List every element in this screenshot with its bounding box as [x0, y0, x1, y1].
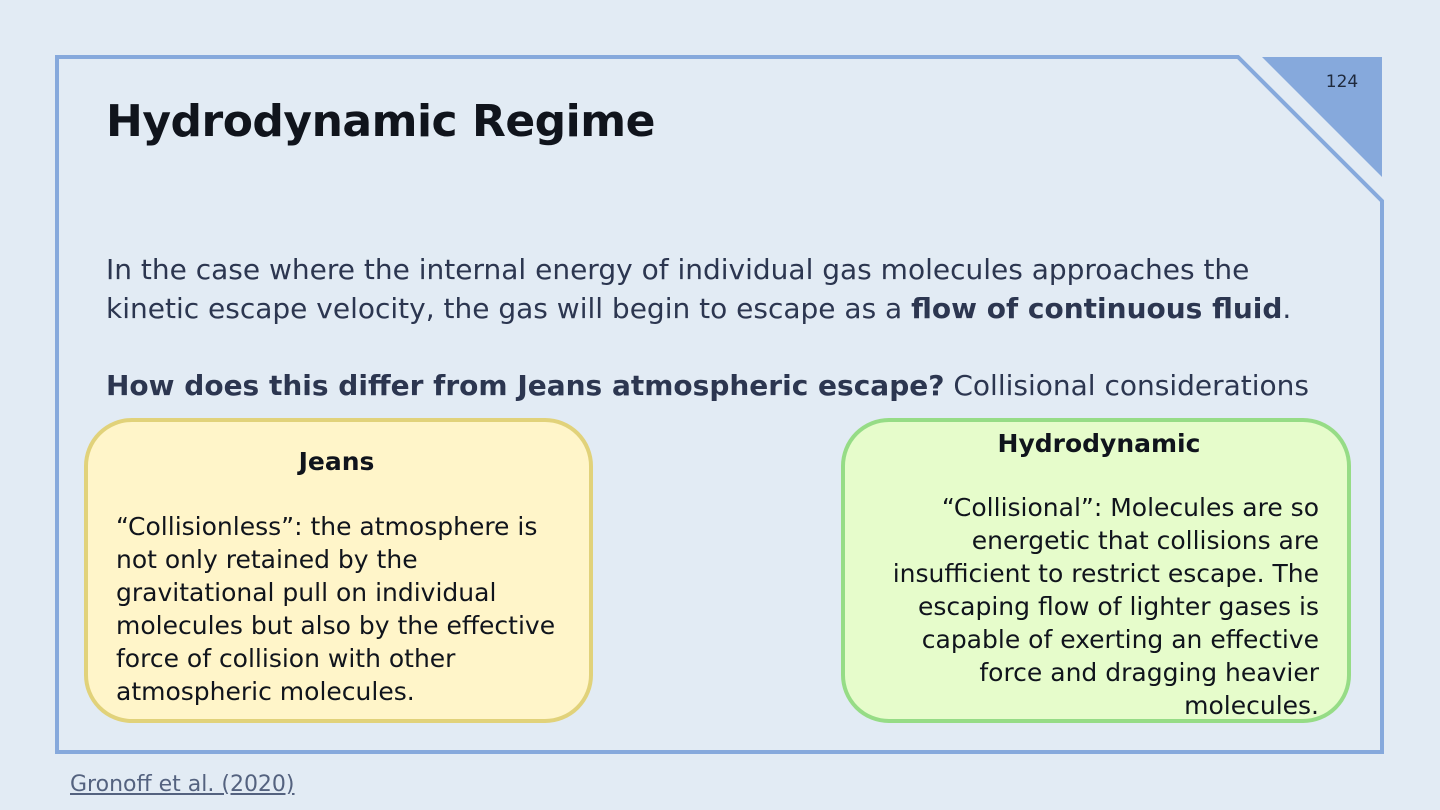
- intro-end: .: [1282, 292, 1292, 325]
- hydrodynamic-heading: Hydrodynamic: [997, 429, 1201, 458]
- question-bold-text: How does this differ from Jeans atmospheric escape?: [106, 369, 945, 402]
- intro-text: In the case where the internal energy of individual gas molecules approaches the kinetic escape velocity, the gas will begin to escape as a: [106, 253, 1250, 325]
- page-number: 124: [1325, 72, 1359, 92]
- hydrodynamic-card: [841, 418, 1351, 723]
- jeans-heading: Jeans: [298, 447, 375, 476]
- hydrodynamic-body: “Collisional”: Molecules are so energetic that collisions are insufficient to restrict escape. The escaping flow of lighter gases is capable of exerting an effective force and dragging heavier molecules.: [892, 493, 1319, 720]
- intro-paragraph: [106, 250, 1346, 328]
- question-line: [106, 366, 1366, 405]
- slide-title: Hydrodynamic Regime: [106, 96, 655, 147]
- jeans-card: [84, 418, 593, 723]
- question-text: Collisional considerations: [944, 369, 1310, 402]
- citation-link[interactable]: Gronoff et al. (2020): [70, 772, 295, 797]
- jeans-body: “Collisionless”: the atmosphere is not only retained by the gravitational pull on individual molecules but also by the effective force of collision with other atmospheric molecules.: [116, 512, 556, 706]
- intro-bold-text: flow of continuous fluid: [911, 292, 1283, 325]
